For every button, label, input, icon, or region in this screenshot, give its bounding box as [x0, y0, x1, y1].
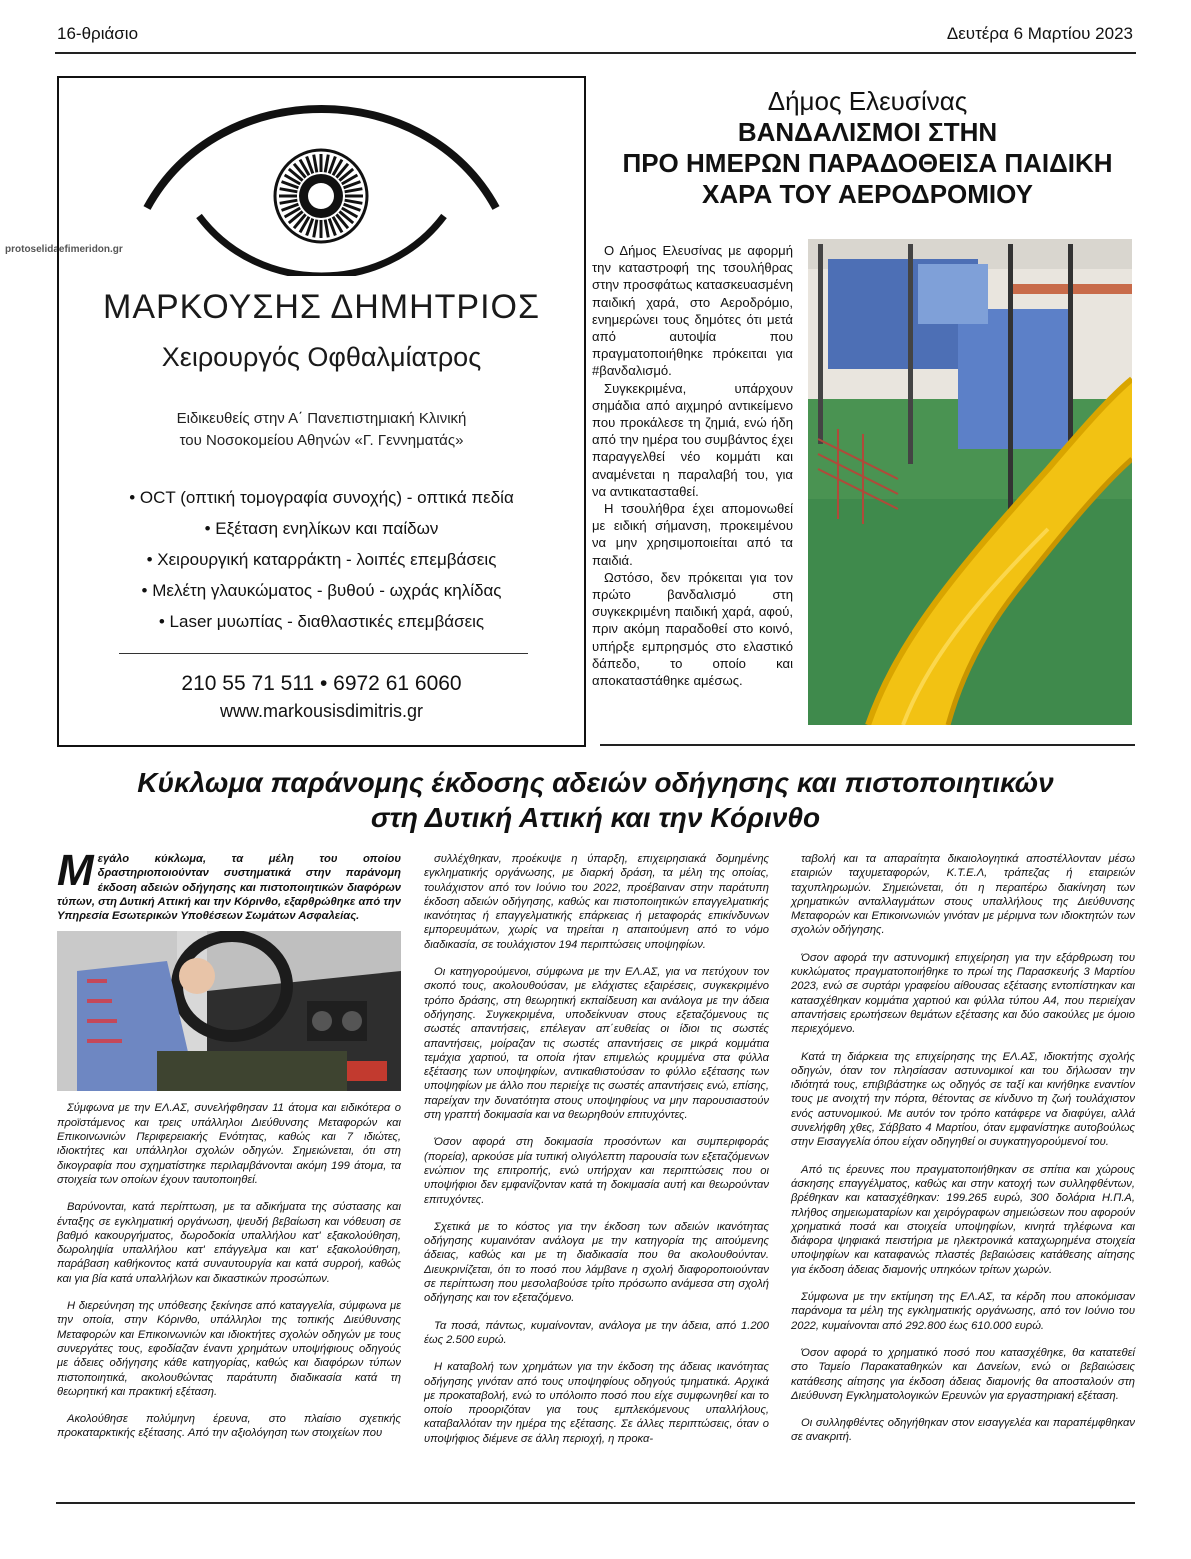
- page-number: 16-θριάσιο: [57, 24, 139, 43]
- paragraph: Ακολούθησε πολύμηνη έρευνα, στο πλαίσιο σχετικής προκαταρκτικής εξέτασης. Από την αξιολόγηση των στοιχείων που: [57, 1413, 401, 1440]
- ad-divider: [119, 653, 528, 654]
- ophthalmologist-ad: [57, 76, 586, 747]
- paragraph: Όσον αφορά την αστυνομική επιχείρηση για την εξάρθρωση του κυκλώματος πραγματοποιήθηκε το πρωί της Παρασκευής 3 Μαρτίου 2023, ενώ σε συρτάρι γραφείου αίθουσας εξέτασης εντοπίστηκαν και κατασχέθηκαν κομμάτια χαρτιού και φύλλα τύπου Α4, που περιείχαν απαντήσεις ερωτήσεων θεμάτων εξέτασης και δύο σακούλες με όμοιο περιεχόμενο.: [791, 951, 1135, 1036]
- headline-line: Κύκλωμα παράνομης έκδοσης αδειών οδήγησης και πιστοποιητικών: [137, 767, 1054, 798]
- driving-photo: [57, 931, 401, 1091]
- paragraph: Σχετικά με το κόστος για την έκδοση των αδειών ικανότητας οδήγησης κυμαινόταν ανάλογα με την κατηγορία της αιτούμενης άδειας, καθώς και με τη διαδικασία που θα ακολουθούνταν. Διευκρινίζεται, ότι το ποσό που λάμβανε η σχολή διαφοροποιούνταν σε περίπτωση που μεσολαβούσε τρίτο πρόσωπο ανάμεσα στη σχολή οδήγησης και τον εξεταζόμενο.: [424, 1220, 769, 1305]
- headline-line: Δήμος Ελευσίνας: [767, 86, 968, 116]
- paragraph: συλλέχθηκαν, προέκυψε η ύπαρξη, επιχειρησιακά δομημένης εγκληματικής οργάνωσης, με διαρκή δράση, τα μέλη της οποίας, τουλάχιστον από τον Ιούνιο του 2022, προέβαιναν στην παράτυπη έκδοση αδειών οδήγησης, καθώς και πιστοποιητικών επαγγελματικής ικανότητας ή επαγγελματικής επάρκειας ή μεταφοράς επικίνδυνων εμπορευμάτων, χωρίς να τηρείται η απαιτούμενη από το νόμο διαδικασία, σε τουλάχιστον 194 περιπτώσεις υποψηφίων.: [424, 853, 769, 951]
- lede-text: εγάλο κύκλωμα, τα μέλη του οποίου δραστηριοποιούνταν συστηματικά στην παράνομη έκδοση αδειών οδήγησης και πιστοποιητικών διαφόρων τύπων, στη Δυτική Αττική και την Κόρινθο, εξαρθρώθηκε από την Υπηρεσία Εσωτερικών Υποθέσεων Σωμάτων Ασφαλείας.: [57, 853, 401, 923]
- headline-line: ΠΡΟ ΗΜΕΡΩΝ ΠΑΡΑΔΟΘΕΙΣΑ ΠΑΙΔΙΚΗ: [622, 148, 1113, 178]
- article2-column-3: [791, 852, 1135, 1458]
- training-line: του Νοσοκομείου Αθηνών «Γ. Γεννηματάς»: [179, 432, 464, 449]
- service-item: • Μελέτη γλαυκώματος - βυθού - ωχράς κηλίδας: [141, 581, 502, 600]
- paragraph: Η διερεύνηση της υπόθεσης ξεκίνησε από καταγγελία, σύμφωνα με την οποία, στην Κόρινθο, υπάλληλοι της τοπικής Διεύθυνσης Μεταφορών και Επικοινωνιών και ιδιοκτήτες σχολών οδηγών με τους συνεργάτες τους, εφοδίαζαν έναντι χρημάτων υποψήφιους οδηγούς με άδειες οδήγησης κάθε κατηγορίας, καθώς και διαφόρων τύπων πιστοποιητικά, ακολουθώντας παράτυπη διαδικασία κατά τη θεωρητική και πρακτική εξέταση.: [57, 1300, 401, 1398]
- article2-column-1: [57, 846, 401, 1454]
- service-item: • OCT (οπτική τομογραφία συνοχής) - οπτικά πεδία: [129, 488, 514, 507]
- doctor-name: ΜΑΡΚΟΥΣΗΣ ΔΗΜΗΤΡΙΟΣ: [103, 288, 540, 326]
- paragraph: Ο Δήμος Ελευσίνας με αφορμή την καταστροφή της τσουλήθρας στην προσφάτως κατασκευασμένη παιδική χαρά, στο Αεροδρόμιο, ενημερώνει τους δημότες ότι μετά από αυτοψία που πραγματοποιήθηκε πρόκειται για #βανδαλισμό.: [592, 243, 793, 379]
- paragraph: Σύμφωνα με την ΕΛ.ΑΣ, συνελήφθησαν 11 άτομα και ειδικότερα ο προϊστάμενος και τρεις υπάλληλοι Διεύθυνσης Μεταφορών και Επικοινωνιών Περιφερειακής Ενότητας, καθώς και 7 ιδιώτες, ιδιοκτήτες και υπάλληλοι σχολών οδηγών. Σημειώνεται, ότι στη δικογραφία που σχηματίστηκε περιλαμβάνονται ακόμη 199 άτομα, τα στοιχεία των οποίων έχουν ταυτοποιηθεί.: [57, 1102, 401, 1186]
- article2-column-2: [424, 852, 769, 1459]
- service-item: • Laser μυωπίας - διαθλαστικές επεμβάσεις: [158, 612, 485, 631]
- ad-phone: 210 55 71 511 • 6972 61 6060: [181, 672, 462, 695]
- training-line: Ειδικευθείς στην Α΄ Πανεπιστημιακή Κλινική: [176, 410, 467, 427]
- page-date: Δευτέρα 6 Μαρτίου 2023: [946, 24, 1133, 43]
- paragraph: Κατά τη διάρκεια της επιχείρησης της ΕΛ.ΑΣ, ιδιοκτήτης σχολής οδηγών, όταν τον πλησίασαν αστυνομικοί και του δήλωσαν την ιδιότητά τους, επιβιβάστηκε ως οδηγός σε ταξί και κινήθηκε εναντίον τους με ανοιχτή την πόρτα, θέτοντας σε κίνδυνο τη ζωή τουλάχιστον ενός αστυνομικού. Με αυτόν τον τρόπο κατάφερε να διαφύγει, αλλά συνελήφθη χθες, Σάββατο 4 Μαρτίου, όταν εμφανίστηκε αυτοβούλως στην Εισαγγελία όπου είχαν οδηγηθεί οι συγκατηγορούμενοί του.: [791, 1050, 1135, 1149]
- doctor-title: Χειρουργός Οφθαλμίατρος: [161, 342, 482, 372]
- service-item: • Εξέταση ενηλίκων και παίδων: [204, 519, 439, 538]
- footer-rule: [56, 1502, 1135, 1504]
- headline-line: ΧΑΡΑ ΤΟΥ ΑΕΡΟΔΡΟΜΙΟΥ: [701, 179, 1033, 209]
- headline-line: στη Δυτική Αττική και την Κόρινθο: [370, 802, 821, 833]
- paragraph: Η καταβολή των χρημάτων για την έκδοση της άδειας ικανότητας οδήγησης γινόταν από τους υποψηφίους οδηγούς τμηματικά. Αρχικά με προκαταβολή, ενώ το υπόλοιπο ποσό που είχε συμφωνηθεί και το οποίο προοριζόταν για τους εμπλεκόμενους υπαλλήλους, καταβαλλόταν την ημέρα της εξέτασης. Σε άλλες περιπτώσεις, όταν ο υποψήφιος διέμενε σε άλλη περιοχή, η προκα-: [424, 1361, 769, 1445]
- headline-line: ΒΑΝΔΑΛΙΣΜΟΙ ΣΤΗΝ: [737, 117, 998, 147]
- watermark: protoselidaefimeridon.gr: [5, 244, 123, 255]
- dropcap: Μ: [57, 846, 94, 895]
- paragraph: Βαρύνονται, κατά περίπτωση, με τα αδικήματα της σύστασης και ένταξης σε εγκληματική οργάνωση, ψευδή βεβαίωση και νόθευση σε βαθμό κακουργήματος, δωροδοκία υπαλλήλου κατ' εξακολούθηση, δωροληψία υπαλλήλου κατ' επάγγελμα και κατ' εξακολούθηση, παράβαση καθήκοντος κατά συναυτουργία και κατά συρροή, καθώς και για βία κατά υπαλλήλων και δικαστικών προσώπων.: [57, 1201, 401, 1285]
- paragraph: Τα ποσά, πάντως, κυμαίνονταν, ανάλογα με την άδεια, από 1.200 έως 2.500 ευρώ.: [424, 1319, 769, 1346]
- service-item: • Χειρουργική καταρράκτη - λοιπές επεμβάσεις: [146, 550, 497, 569]
- paragraph: Συγκεκριμένα, υπάρχουν σημάδια από αιχμηρό αντικείμενο που προκάλεσε τη ζημιά, ενώ ήδη από την ημέρα του συμβάντος έχει παραγγελθεί νέο κομμάτι και αναμένεται η παραλαβή του, για να αντικατασταθεί.: [592, 380, 793, 499]
- paragraph: Ωστόσο, δεν πρόκειται για τον πρώτο βανδαλισμό στη συγκεκριμένη παιδική χαρά, αφού, πριν ακόμη παραδοθεί στο κοινό, υπήρξε εμπρησμός στο ελαστικό δάπεδο, το οποίο και αποκαταστάθηκε αμέσως.: [592, 569, 793, 689]
- header-rule: [55, 52, 1136, 54]
- paragraph: Οι συλληφθέντες οδηγήθηκαν στον εισαγγελέα και παραπέμφθηκαν σε ανακριτή.: [791, 1417, 1135, 1444]
- article1-bottom-rule: [600, 744, 1135, 746]
- article2-headline: [56, 765, 1135, 835]
- paragraph: ταβολή και τα απαραίτητα δικαιολογητικά αποστέλλονταν μέσω εταιριών ταχυμεταφορών, Κ.Τ.Ε.Λ, τράπεζας ή εταιρειών ταχυπληρωμών. Σημειώνεται, ότι η περαιτέρω διακίνηση των χρηματικών ανταλλαγμάτων στους υπαλλήλους της Διεύθυνσης Μεταφορών και Επικοινωνιών γινόταν με μέριμνα των ιδιοκτητών των σχολών οδήγησης.: [791, 853, 1135, 937]
- doctor-training: [59, 408, 584, 452]
- paragraph: Όσον αφορά το χρηματικό ποσό που κατασχέθηκε, θα κατατεθεί στο Ταμείο Παρακαταθηκών και Δανείων, ενώ οι βεβαιώσεις κατάθεσης αίτησης για έκδοση άδειας διαμονής θα αποσταλούν στη Διεύθυνση Εγκληματολογικών Ερευνών για εργαστηριακή εξέταση.: [791, 1346, 1135, 1402]
- article1-headline: [600, 86, 1135, 210]
- article1-body: [592, 242, 793, 689]
- ad-website: www.markousisdimitris.gr: [219, 701, 424, 721]
- eye-logo-icon: [139, 96, 504, 276]
- playground-slide-photo: [808, 239, 1132, 725]
- paragraph: Οι κατηγορούμενοι, σύμφωνα με την ΕΛ.ΑΣ, για να πετύχουν τον σκοπό τους, ακολουθούσαν, με ελάχιστες εξαιρέσεις, συγκεκριμένο τρόπο δράσης, στη θεωρητική εκπαίδευση και ανάλογα με την άδεια οδήγησης. Συγκεκριμένα, υποδείκνυαν στους εξεταζόμενους τις σωστές απαντήσεις, επέλεγαν απ΄ευθείας οι ίδιοι τις σωστές απαντήσεις, μοίραζαν τις σωστές απαντήσεις σε μικρά κομμάτια τεμάχια χαρτιού, τα οποία ήταν επιμελώς κρυμμένα στα φύλλα εξέτασης των υποψηφίων, αντικαθιστούσαν το φύλλο εξέτασης των υποψηφίων με άλλο που περιείχε τις σωστές απαντήσεις ενώ, επίσης, παρείχαν την δυνατότητα στους υποψηφίους να μην παρουσιαστούν στη γραπτή δοκιμασία και να θεωρηθούν επιτυχόντες.: [424, 966, 769, 1122]
- paragraph: Σύμφωνα με την εκτίμηση της ΕΛ.ΑΣ, τα κέρδη που αποκόμισαν παράνομα τα μέλη της εγκληματικής οργάνωσης, από τον Ιούνιο του 2022, κυμαίνονται από 292.800 έως 610.000 ευρώ.: [791, 1291, 1135, 1332]
- paragraph: Όσον αφορά στη δοκιμασία προσόντων και συμπεριφοράς (πορεία), αρκούσε μία τυπική ολιγόλεπτη παρουσία των εξεταζόμενων ενώπιον της επιτροπής, ενώ υπήρχαν και περιπτώσεις που οι υποψήφιοι δεν εμφανίζονταν κατά τη δοκιμασία αυτή και θεωρούνταν επιτυχόντες.: [424, 1136, 769, 1206]
- paragraph: Η τσουλήθρα έχει απομονωθεί με ειδική σήμανση, προκειμένου να μην χρησιμοποιείται από τα παιδιά.: [592, 501, 793, 568]
- article2-lede: [57, 846, 401, 923]
- services-list: [59, 482, 584, 637]
- paragraph: Από τις έρευνες που πραγματοποιήθηκαν σε σπίτια και χώρους άσκησης επαγγέλματος, καθώς και στην κατοχή των συλληφθέντων, βρέθηκαν και κατασχέθηκαν: 199.265 ευρώ, 300 δολάρια Η.Π.Α, πλήθος σημειωματαρίων και χειρόγραφων σημειώσεων που αφορούν χρηματικά ποσά και στοιχεία υποψηφίων, κινητά τηλέφωνα και διάφορα ψηφιακά πειστήρια με ηλεκτρονικά καταχωρημένα στοιχεία υποψηφίων και καταφανώς πλαστές βεβαιώσεις κατάθεσης αίτησης για έκδοση άδειας διαμονής υπηκόων τρίτων χωρών.: [791, 1163, 1135, 1276]
